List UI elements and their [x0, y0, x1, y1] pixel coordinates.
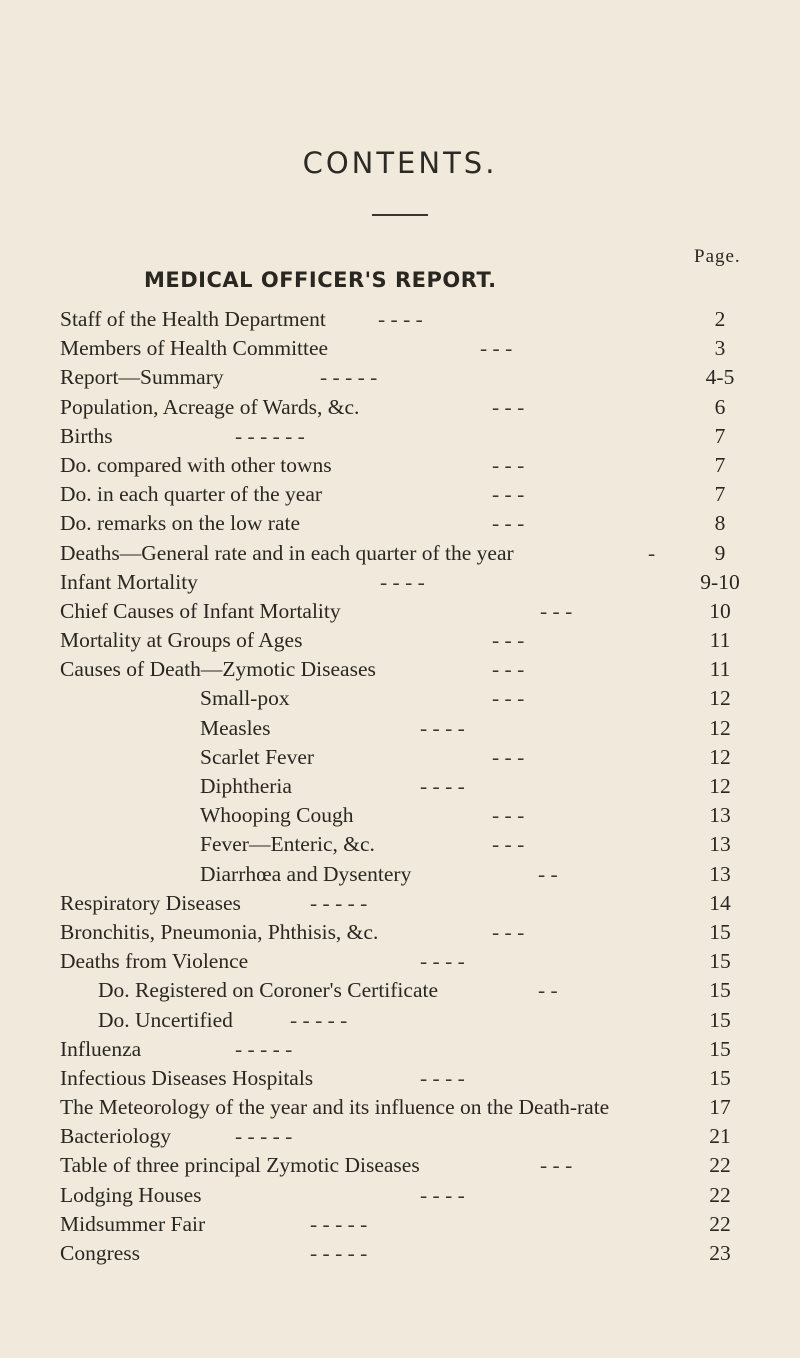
toc-entry	[60, 947, 750, 976]
toc-entry-label: Do. Registered on Coroner's Certificate	[98, 978, 439, 1003]
dot-leader: - - - - - -	[235, 423, 305, 448]
toc-entry-page: 12	[709, 744, 731, 769]
toc-entry-label: Measles	[200, 715, 271, 740]
toc-entry-label: Lodging Houses	[60, 1182, 202, 1207]
toc-entry-page: 21	[709, 1124, 731, 1149]
toc-entry-page: 23	[709, 1241, 731, 1265]
toc-entry	[60, 1122, 750, 1151]
dot-leader: - - -	[492, 744, 525, 769]
toc-entry	[60, 568, 750, 597]
toc-entry	[60, 889, 750, 918]
dot-leader: - - - -	[420, 774, 465, 798]
toc-entry-page: 9	[714, 540, 726, 565]
toc-entry	[60, 539, 750, 568]
toc-entry-label: Small-pox	[200, 686, 290, 711]
toc-entry	[60, 1035, 750, 1064]
toc-entry-page: 15	[709, 1007, 731, 1032]
toc-entry-page: 22	[709, 1153, 731, 1178]
toc-entry	[60, 976, 750, 1005]
page-column-label: Page.	[694, 246, 741, 267]
toc-entry-page: 9-10	[700, 569, 740, 594]
toc-entry	[60, 801, 750, 830]
toc-entry-page: 17	[709, 1095, 731, 1120]
dot-leader: - - -	[540, 598, 573, 623]
dot-leader: - - -	[492, 511, 525, 536]
toc-entry-label: Do. compared with other towns	[60, 452, 332, 477]
toc-entry	[60, 363, 750, 392]
dot-leader: - - - - -	[290, 1007, 348, 1032]
toc-entry-page: 6	[714, 394, 726, 419]
toc-entry-label: Respiratory Diseases	[60, 890, 241, 915]
toc-entry-label: Chief Causes of Infant Mortality	[60, 598, 341, 623]
toc-entry-label: Members of Health Committee	[60, 336, 329, 361]
toc-entry	[60, 655, 750, 684]
toc-entry	[60, 1006, 750, 1035]
dot-leader: - - - -	[420, 1182, 465, 1207]
toc-entry-page: 7	[714, 423, 726, 448]
toc-entry	[60, 830, 750, 859]
toc-entry	[60, 597, 750, 626]
toc-entry-page: 3	[714, 336, 726, 361]
toc-entry-page: 15	[709, 1036, 731, 1061]
toc-entry-page: 13	[709, 832, 731, 857]
toc-entry	[60, 422, 750, 451]
dot-leader: - - -	[540, 1153, 573, 1178]
toc-entry-label: Bronchitis, Pneumonia, Phthisis, &c.	[60, 919, 379, 944]
dot-leader: - - -	[492, 919, 525, 944]
dot-leader: - - - -	[380, 569, 425, 594]
toc-entry	[60, 509, 750, 538]
toc-entry	[60, 1093, 750, 1122]
toc-entry-label: Deaths from Violence	[60, 949, 249, 974]
toc-entry-page: 14	[709, 890, 731, 915]
toc-entry-label: Mortality at Groups of Ages	[60, 628, 303, 653]
toc-entry-label: Do. remarks on the low rate	[60, 511, 301, 536]
toc-entry	[60, 334, 750, 363]
dot-leader: - - -	[492, 832, 525, 857]
toc-entry-label: Table of three principal Zymotic Diseases	[60, 1153, 420, 1178]
toc-entry-page: 11	[709, 657, 731, 682]
title-divider	[372, 214, 428, 216]
dot-leader: -	[648, 540, 656, 565]
dot-leader: - - - - -	[235, 1036, 293, 1061]
table-of-contents	[60, 305, 750, 1268]
toc-entry-label: Causes of Death—Zymotic Diseases	[60, 657, 376, 682]
toc-entry-page: 4-5	[705, 365, 735, 390]
toc-entry-page: 15	[709, 949, 731, 974]
dot-leader: - - - -	[378, 307, 423, 331]
dot-leader: - - -	[492, 452, 525, 477]
toc-entry	[60, 1151, 750, 1180]
toc-entry-page: 13	[709, 861, 731, 886]
dot-leader: - - - -	[420, 949, 465, 974]
toc-entry-label: Infant Mortality	[60, 569, 198, 594]
toc-entry	[60, 1239, 750, 1268]
toc-entry	[60, 743, 750, 772]
toc-entry-page: 12	[709, 774, 731, 798]
toc-entry	[60, 1210, 750, 1239]
dot-leader: - - - - -	[235, 1124, 293, 1149]
toc-entry	[60, 860, 750, 889]
toc-entry-label: Congress	[60, 1241, 141, 1265]
dot-leader: - - -	[492, 657, 525, 682]
dot-leader: - - - - -	[310, 1211, 368, 1236]
dot-leader: - - - - -	[310, 1241, 368, 1265]
toc-entry	[60, 1181, 750, 1210]
toc-entry-label: Influenza	[60, 1036, 142, 1061]
toc-entry-page: 8	[714, 511, 726, 536]
toc-entry-label: Diphtheria	[200, 774, 292, 798]
dot-leader: - -	[538, 861, 558, 886]
toc-entry-label: Infectious Diseases Hospitals	[60, 1065, 314, 1090]
toc-entry-page: 7	[714, 452, 726, 477]
toc-entry-page: 22	[709, 1211, 731, 1236]
toc-entry-label: Bacteriology	[60, 1124, 172, 1149]
toc-entry-page: 15	[709, 1065, 731, 1090]
dot-leader: - - -	[492, 482, 525, 507]
toc-entry	[60, 918, 750, 947]
dot-leader: - - -	[492, 394, 525, 419]
toc-entry	[60, 626, 750, 655]
toc-entry-label: Whooping Cough	[200, 803, 354, 828]
dot-leader: - - -	[492, 686, 525, 711]
dot-leader: - - -	[492, 803, 525, 828]
toc-entry-page: 2	[714, 307, 726, 331]
toc-entry-label: The Meteorology of the year and its influence on the Death-rate	[60, 1095, 610, 1120]
toc-entry-label: Births	[60, 423, 113, 448]
dot-leader: - - - - -	[310, 890, 368, 915]
toc-entry-label: Diarrhœa and Dysentery	[200, 861, 412, 886]
dot-leader: - - - -	[420, 715, 465, 740]
toc-entry	[60, 684, 750, 713]
toc-entry-page: 12	[709, 715, 731, 740]
toc-entry	[60, 451, 750, 480]
toc-entry-label: Fever—Enteric, &c.	[200, 832, 375, 857]
toc-entry-label: Midsummer Fair	[60, 1211, 206, 1236]
toc-entry-label: Do. Uncertified	[98, 1007, 233, 1032]
toc-entry-label: Population, Acreage of Wards, &c.	[60, 394, 360, 419]
toc-entry	[60, 393, 750, 422]
page-title: CONTENTS.	[302, 146, 498, 180]
toc-entry	[60, 305, 750, 334]
toc-entry	[60, 714, 750, 743]
toc-entry-page: 15	[709, 978, 731, 1003]
toc-entry-label: Do. in each quarter of the year	[60, 482, 323, 507]
toc-entry-label: Deaths—General rate and in each quarter of the year	[60, 540, 514, 565]
toc-entry-label: Report—Summary	[60, 365, 224, 390]
toc-entry-page: 15	[709, 919, 731, 944]
toc-entry-page: 11	[709, 628, 731, 653]
dot-leader: - - - - -	[320, 365, 378, 390]
toc-entry	[60, 480, 750, 509]
toc-entry	[60, 772, 750, 801]
toc-entry-page: 13	[709, 803, 731, 828]
toc-entry-page: 7	[714, 482, 726, 507]
toc-entry-label: Scarlet Fever	[200, 744, 315, 769]
toc-entry-page: 22	[709, 1182, 731, 1207]
toc-entry-label: Staff of the Health Department	[60, 307, 326, 331]
toc-entry-page: 10	[709, 598, 731, 623]
dot-leader: - - -	[480, 336, 513, 361]
toc-entry	[60, 1064, 750, 1093]
toc-entry-page: 12	[709, 686, 731, 711]
section-heading: MEDICAL OFFICER'S REPORT.	[144, 268, 497, 292]
dot-leader: - - -	[492, 628, 525, 653]
dot-leader: - - - -	[420, 1065, 465, 1090]
dot-leader: - -	[538, 978, 558, 1003]
